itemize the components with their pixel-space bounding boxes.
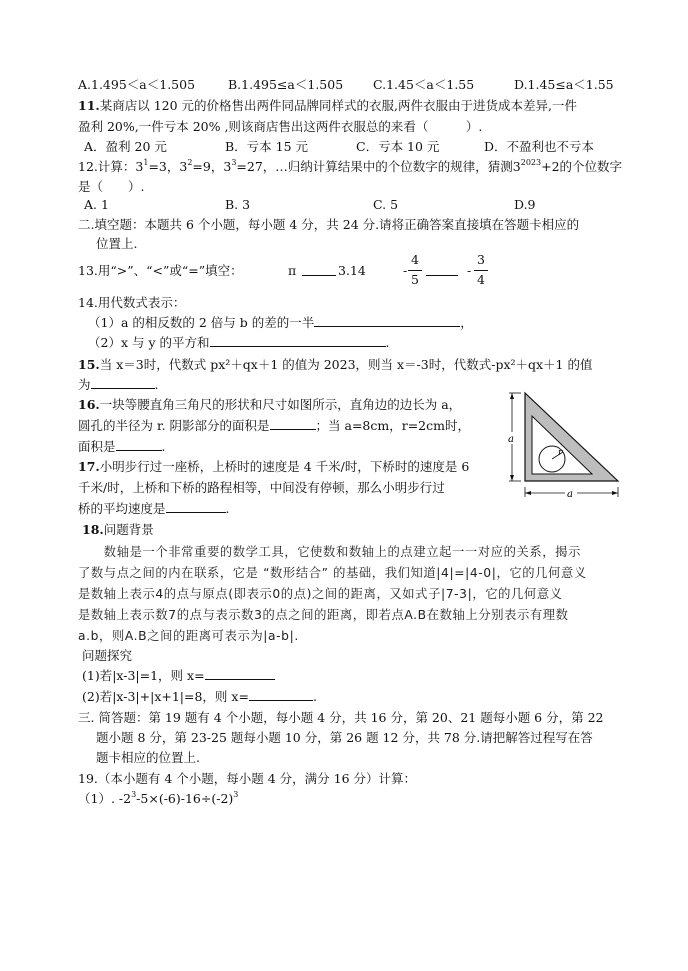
q13-frac2-denominator: 4 <box>477 272 485 287</box>
q13-frac2-bar <box>474 270 488 271</box>
q10-option-a: A.1.495＜a＜1.505 <box>78 77 196 92</box>
q18-sub1: (1)若|x-3|=1，则 x= <box>82 667 275 685</box>
q15-line2: 为 . <box>78 377 159 392</box>
q18-paragraph-line1: 数轴是一个非常重要的数学工具，它使数和数轴上的点建立起一一对应的关系，揭示 <box>78 545 581 559</box>
q16-line2: 圆孔的半径为 r. 阴影部分的面积是 ；当 a=8cm，r=2cm时， <box>78 418 470 433</box>
q18-paragraph-line5: a.b，则A.B之间的距离可表示为|a-b|. <box>78 629 299 643</box>
q13-pi: π <box>288 263 297 278</box>
q13-frac1-sign: - <box>403 263 408 278</box>
q13-frac1-bar <box>408 270 422 271</box>
q14-blank-1[interactable] <box>314 314 460 327</box>
q13-frac2-numerator: 3 <box>477 252 485 267</box>
q13-value: 3.14 <box>338 263 366 278</box>
q18-sub2: (2)若|x-3|+|x+1|=8，则 x= . <box>82 689 317 704</box>
section2-heading: 二.填空题：本题共 6 个小题，每小题 4 分，共 24 分.请将正确答案直接填在答题卡相应的 <box>78 217 580 232</box>
section3-heading: 三. 简答题：第 19 题有 4 个小题，每小题 4 分，共 16 分，第 20、21 题每小题 6 分，第 22 <box>78 710 604 725</box>
q19-item1: （1）. $-2^3-5\times(-6)-16\div(-2)^3$ <box>78 790 239 806</box>
q17-line3: 桥的平均速度是 . <box>78 501 230 516</box>
q18-title: 18.问题背景 <box>82 522 154 537</box>
q12-option-c: C. 5 <box>373 197 399 212</box>
q18-paragraph-line2: 了数与点之间的内在联系，它是 “数形结合” 的基础，我们知道|4|=|4-0|，它的几何意义 <box>78 566 587 580</box>
q11-option-d: D．不盈利也不亏本 <box>484 139 595 154</box>
q10-option-c: C.1.45＜a＜1.55 <box>373 77 475 92</box>
q14-item2: （2）x 与 y 的平方和 . <box>88 335 390 350</box>
q13-blank-1[interactable] <box>302 263 336 276</box>
q17-line1: 17.小明步行过一座桥，上桥时的速度是 4 千米/时，下桥时的速度是 6 <box>78 459 470 474</box>
q18-blank-2[interactable] <box>249 688 313 701</box>
q11-line1: 11.某商店以 120 元的价格售出两件同品牌同样式的衣服,两件衣服由于进货成本差异,一件 <box>78 98 578 113</box>
q17-blank[interactable] <box>166 500 226 513</box>
q13-frac2-sign: - <box>467 263 472 278</box>
q11-option-b: B．亏本 15 元 <box>225 139 309 154</box>
q12-line2: 是（ ）. <box>78 179 145 194</box>
q14-item1: （1）a 的相反数的 2 倍与 b 的差的一半 ， <box>88 315 473 330</box>
section3-heading-cont2: 题卡相应的位置上. <box>96 750 200 765</box>
q11-line2: 盈利 20%,一件亏本 20% ,则该商店售出这两件衣服总的来看（ ）. <box>78 119 483 134</box>
q10-option-b: B.1.495≤a＜1.505 <box>228 77 344 92</box>
radius-label: r <box>558 448 563 458</box>
q14-title: 14.用代数式表示： <box>78 295 186 310</box>
q18-blank-1[interactable] <box>205 667 275 680</box>
q12-option-b: B. 3 <box>225 197 251 212</box>
bottom-label: a <box>567 489 573 500</box>
q16-line1: 16.一块等腰直角三角尺的形状和尺寸如图所示，直角边的边长为 a， <box>78 397 462 412</box>
q13-prompt: 13.用“>”、“<”或“=”填空： <box>78 263 243 278</box>
q15-line1: 15.当 x＝3时，代数式 px²＋qx＋1 的值为 2023，则当 x＝-3时，代数式-px²＋qx＋1 的值 <box>78 357 593 372</box>
q13-blank-2[interactable] <box>426 263 458 276</box>
q18-explore-title: 问题探究 <box>82 648 133 663</box>
q16-blank-2[interactable] <box>116 438 162 451</box>
section3-heading-cont1: 题小题 8 分，第 23-25 题每小题 10 分，第 26 题 12 分，共 78 分.请把解答过程写在答 <box>96 730 593 745</box>
section2-heading-cont: 位置上. <box>96 236 138 251</box>
q16-blank-1[interactable] <box>270 417 316 430</box>
side-label: a <box>508 434 514 445</box>
q13-frac1-denominator: 5 <box>411 272 419 287</box>
q11-option-a: A．盈利 20 元 <box>84 139 167 154</box>
q18-paragraph-line4: 是数轴上表示数7的点与表示数3的点之间的距离，即若点A.B在数轴上分别表示有理数 <box>78 608 569 622</box>
q19-title: 19.（本小题有 4 个小题，每小题 4 分，满分 16 分）计算： <box>78 771 417 786</box>
q17-line2: 千米/时，上桥和下桥的路程相等，中间没有停顿，那么小明步行过 <box>78 480 445 495</box>
q11-option-c: C．亏本 10 元 <box>356 139 440 154</box>
q13-frac1-numerator: 4 <box>411 252 419 267</box>
q16-line3: 面积是 . <box>78 439 166 454</box>
q12-option-d: D.9 <box>514 197 536 212</box>
q12-option-a: A. 1 <box>84 197 109 212</box>
q10-option-d: D.1.45≤a＜1.55 <box>514 77 614 92</box>
triangle-figure <box>500 386 624 500</box>
q12-line1: 12.计算：$3^1=3$，$3^2=9$，$3^3=27$，…归纳计算结果中的个位数字的规律，猜测$3^{2023}+2$的个位数字 <box>78 158 623 174</box>
q14-blank-2[interactable] <box>210 334 386 347</box>
q18-paragraph-line3: 是数轴上表示4的点与原点(即表示0的点)之间的距离，又如式子|7-3|，它的几何意义 <box>78 587 563 601</box>
q15-blank[interactable] <box>91 376 155 389</box>
